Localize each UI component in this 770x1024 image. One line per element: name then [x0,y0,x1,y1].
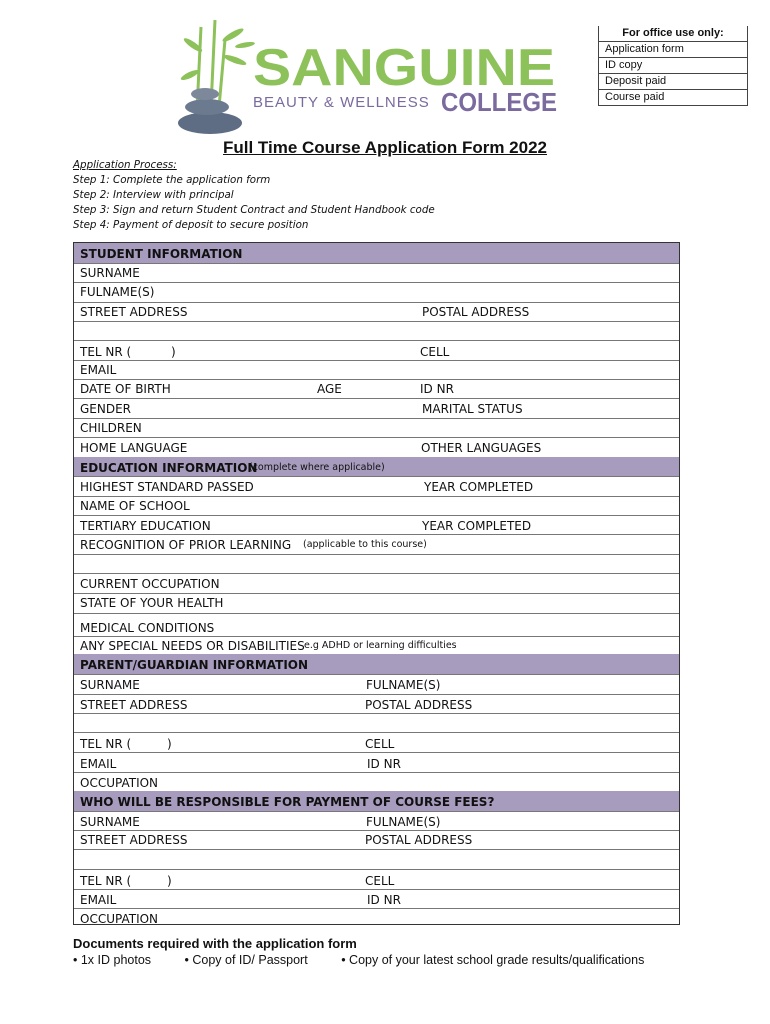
parent-surname-row[interactable] [74,674,679,695]
process-step-2: Step 2: Interview with principal [73,189,234,201]
payer-street-label: STREET ADDRESS [80,833,188,847]
payer-surname-row[interactable] [74,811,679,831]
student-postal-label: POSTAL ADDRESS [422,305,530,319]
education-year1-label: YEAR COMPLETED [424,480,534,494]
payer-occupation-row[interactable] [74,908,679,926]
parent-tel-label: TEL NR ( [80,737,132,751]
education-occupation-row[interactable] [74,573,679,594]
student-section-header [74,243,679,264]
logo-tagline: BEAUTY & WELLNESS [253,94,430,111]
college-logo [175,15,565,140]
education-special-needs-row[interactable] [74,636,679,655]
education-special-note-label: e.g ADHD or learning difficulties [304,640,457,651]
student-email-row[interactable] [74,360,679,380]
student-other-lang-label: OTHER LANGUAGES [421,441,542,455]
parent-email-label: EMAIL [80,757,117,771]
student-gender-label: GENDER [80,402,132,416]
parent-tel-close-label: ) [167,737,172,751]
payer-email-row[interactable] [74,889,679,909]
parent-address-cont-row[interactable] [74,713,679,733]
education-section-header [74,457,679,477]
payer-surname-label: SURNAME [80,815,140,829]
office-id-copy: ID copy [599,58,748,74]
education-tertiary-row[interactable] [74,515,679,535]
process-step-3: Step 3: Sign and return Student Contract and Student Handbook code [73,204,435,216]
education-medical-label: MEDICAL CONDITIONS [80,621,215,635]
documents-header: Documents required with the application form [73,936,357,951]
parent-occupation-row[interactable] [74,772,679,792]
office-use-table [598,26,748,106]
student-fullnames-row[interactable] [74,282,679,303]
payer-address-cont-row[interactable] [74,849,679,870]
document-item-results: • Copy of your latest school grade results/qualifications [341,953,645,967]
student-language-row[interactable] [74,437,679,458]
student-idnr-label: ID NR [420,382,454,396]
education-highest-label: HIGHEST STANDARD PASSED [80,480,254,494]
parent-tel-row[interactable] [74,732,679,753]
payer-header-label: WHO WILL BE RESPONSIBLE FOR PAYMENT OF COURSE FEES? [80,795,495,809]
parent-street-label: STREET ADDRESS [80,698,188,712]
document-item-photos: • 1x ID photos [73,953,152,967]
education-tertiary-label: TERTIARY EDUCATION [80,519,211,533]
parent-surname-label: SURNAME [80,678,140,692]
page-title: Full Time Course Application Form 2022 [222,138,547,157]
application-process [73,158,435,233]
education-special-label: ANY SPECIAL NEEDS OR DISABILITIES [80,639,305,653]
parent-address-row[interactable] [74,694,679,714]
payer-tel-close-label: ) [167,874,172,888]
office-application-form: Application form [599,42,748,58]
parent-postal-label: POSTAL ADDRESS [365,698,473,712]
student-tel-row[interactable] [74,340,679,361]
payer-postal-label: POSTAL ADDRESS [365,833,473,847]
parent-idnr-label: ID NR [367,757,401,771]
education-school-label: NAME OF SCHOOL [80,499,190,513]
student-age-label: AGE [317,382,342,396]
parent-header-label: PARENT/GUARDIAN INFORMATION [80,658,309,672]
education-occupation-label: CURRENT OCCUPATION [80,577,220,591]
education-rpl-label: RECOGNITION OF PRIOR LEARNING [80,538,292,552]
student-address-cont-row[interactable] [74,321,679,341]
office-use-header: For office use only: [599,26,748,42]
student-street-label: STREET ADDRESS [80,305,188,319]
application-form-table [73,242,680,925]
student-surname-row[interactable] [74,263,679,283]
parent-section-header [74,654,679,675]
education-rpl-row[interactable] [74,534,679,555]
office-course-paid: Course paid [599,90,748,106]
education-health-label: STATE OF YOUR HEALTH [80,596,224,610]
payer-occupation-label: OCCUPATION [80,912,159,926]
payer-idnr-label: ID NR [367,893,401,907]
office-deposit-paid: Deposit paid [599,74,748,90]
student-tel-close-label: ) [171,345,176,359]
document-item-id-copy: • Copy of ID/ Passport [184,953,308,967]
payer-address-row[interactable] [74,830,679,850]
education-header-note-label: (complete where applicable) [249,462,385,473]
payer-cell-label: CELL [365,874,395,888]
parent-cell-label: CELL [365,737,395,751]
process-step-1: Step 1: Complete the application form [73,174,271,186]
education-medical-row[interactable] [74,613,679,637]
education-rpl-note-label: (applicable to this course) [303,539,427,550]
student-children-row[interactable] [74,418,679,438]
student-home-lang-label: HOME LANGUAGE [80,441,188,455]
student-tel-label: TEL NR ( [80,345,132,359]
logo-name: SANGUINE [253,39,555,97]
student-children-label: CHILDREN [80,421,142,435]
student-dob-label: DATE OF BIRTH [80,382,171,396]
parent-occupation-label: OCCUPATION [80,776,159,790]
student-header-label: STUDENT INFORMATION [80,247,243,261]
student-email-label: EMAIL [80,363,117,377]
parent-email-row[interactable] [74,752,679,773]
education-highest-row[interactable] [74,476,679,497]
payer-tel-row[interactable] [74,869,679,890]
documents-required [73,936,674,967]
payer-tel-label: TEL NR ( [80,874,132,888]
education-health-row[interactable] [74,593,679,614]
student-fullnames-label: FULNAME(S) [80,285,155,299]
payer-fullnames-label: FULNAME(S) [366,815,441,829]
education-rpl-cont-row[interactable] [74,554,679,574]
education-year2-label: YEAR COMPLETED [422,519,532,533]
stones-icon [178,88,242,134]
student-address-row[interactable] [74,302,679,322]
student-cell-label: CELL [420,345,450,359]
process-header: Application Process: [73,159,177,171]
student-surname-label: SURNAME [80,266,140,280]
process-step-4: Step 4: Payment of deposit to secure position [73,219,309,231]
student-dob-row[interactable] [74,379,679,399]
logo-college: COLLEGE [441,87,557,117]
payer-section-header [74,791,679,812]
student-marital-label: MARITAL STATUS [422,402,523,416]
parent-fullnames-label: FULNAME(S) [366,678,441,692]
education-header-label: EDUCATION INFORMATION [80,461,258,475]
student-gender-row[interactable] [74,398,679,419]
payer-email-label: EMAIL [80,893,117,907]
education-school-row[interactable] [74,496,679,516]
